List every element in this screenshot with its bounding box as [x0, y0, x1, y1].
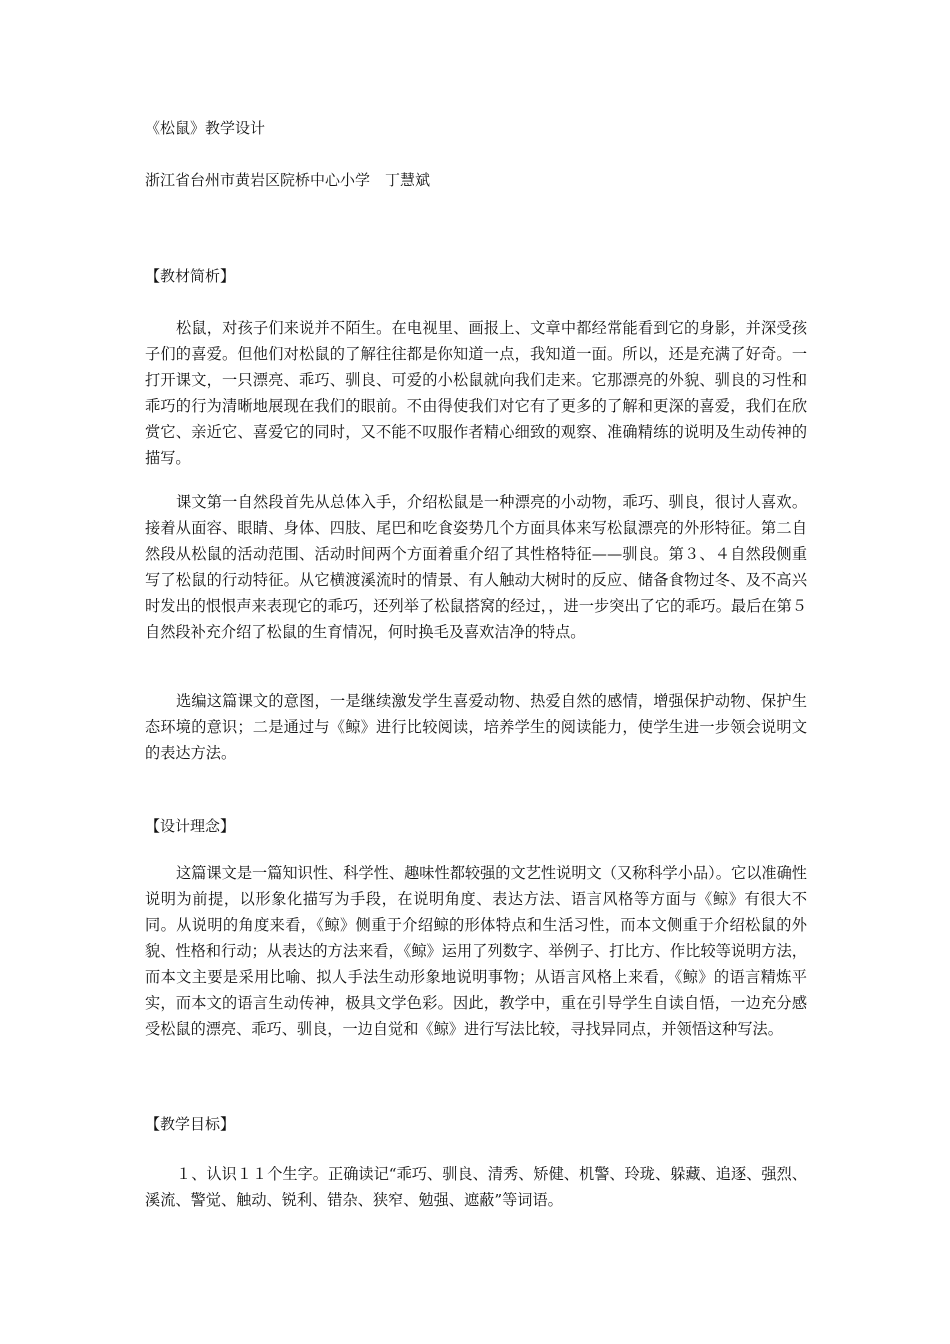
- document-author: 浙江省台州市黄岩区院桥中心小学 丁慧斌: [145, 171, 431, 189]
- paragraph-design-concept: 这篇课文是一篇知识性、科学性、趣味性都较强的文艺性说明文（又称科学小品）。它以准确性说明为前提，以形象化描写为手段，在说明角度、表达方法、语言风格等方面与《鲸》有很大不同。从说明的角度来看，《鲸》侧重于介绍鲸的形体特点和生活习性，而本文侧重于介绍松鼠的外貌、性格和行动；从表达的方法来看，《鲸》运用了列数字、举例子、打比方、作比较等说明方法，而本文主要是采用比喻、拟人手法生动形象地说明事物；从语言风格上来看，《鲸》的语言精炼平实，而本文的语言生动传神，极具文学色彩。因此，教学中，重在引导学生自读自悟，一边充分感受松鼠的漂亮、乖巧、驯良，一边自觉和《鲸》进行写法比较，寻找异同点，并领悟这种写法。: [145, 864, 807, 1038]
- section-heading-textbook-analysis: 【教材简析】: [145, 267, 236, 285]
- paragraph-analysis-1: 松鼠，对孩子们来说并不陌生。在电视里、画报上、文章中都经常能看到它的身影，并深受孩子们的喜爱。但他们对松鼠的了解往往都是你知道一点，我知道一面。所以，还是充满了好奇。一打开课文，一只漂亮、乖巧、驯良、可爱的小松鼠就向我们走来。它那漂亮的外貌、驯良的习性和乖巧的行为清晰地展现在我们的眼前。不由得使我们对它有了更多的了解和更深的喜爱，我们在欣赏它、亲近它、喜爱它的同时，又不能不叹服作者精心细致的观察、准确精练的说明及生动传神的描写。: [145, 319, 807, 467]
- paragraph-teaching-goal-1: １、认识１１个生字。正确读记“乖巧、驯良、清秀、矫健、机警、玲珑、躲藏、追逐、强烈、溪流、警觉、触动、锐利、错杂、狭窄、勉强、遮蔽”等词语。: [145, 1165, 807, 1209]
- paragraph-analysis-2: 课文第一自然段首先从总体入手，介绍松鼠是一种漂亮的小动物，乖巧、驯良，很讨人喜欢。接着从面容、眼睛、身体、四肢、尾巴和吃食姿势几个方面具体来写松鼠漂亮的外形特征。第二自然段从松鼠的活动范围、活动时间两个方面着重介绍了其性格特征——驯良。第３、４自然段侧重写了松鼠的行动特征。从它横渡溪流时的情景、有人触动大树时的反应、储备食物过冬、及不高兴时发出的恨恨声来表现它的乖巧，还列举了松鼠搭窝的经过，，进一步突出了它的乖巧。最后在第５自然段补充介绍了松鼠的生育情况，何时换毛及喜欢洁净的特点。: [145, 493, 807, 641]
- document-title: 《松鼠》教学设计: [145, 119, 266, 137]
- paragraph-analysis-3: 选编这篇课文的意图，一是继续激发学生喜爱动物、热爱自然的感情，增强保护动物、保护生态环境的意识；二是通过与《鲸》进行比较阅读，培养学生的阅读能力，使学生进一步领会说明文的表达方法。: [145, 692, 807, 762]
- section-heading-teaching-goals: 【教学目标】: [145, 1115, 236, 1133]
- section-heading-design-concept: 【设计理念】: [145, 817, 236, 835]
